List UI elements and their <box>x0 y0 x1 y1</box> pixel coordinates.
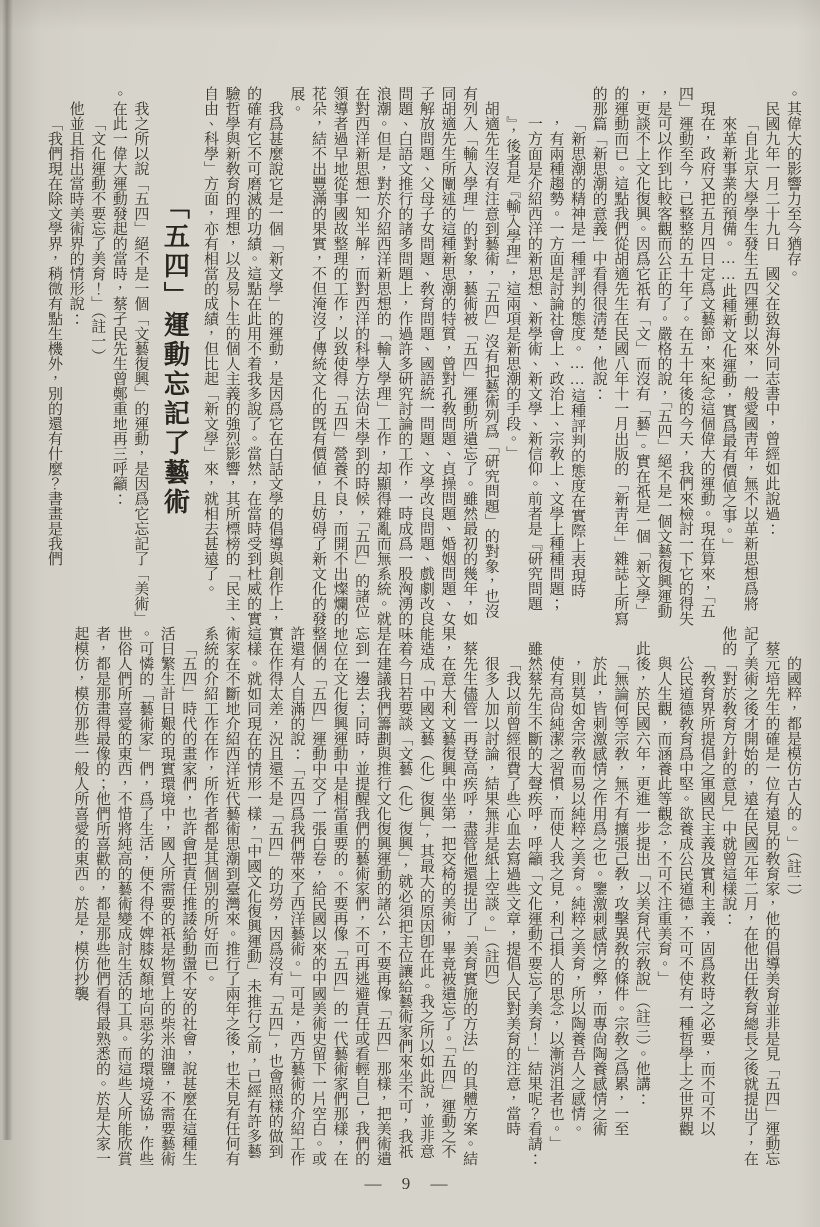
blockquote: 「自北京大學學生發生五四運動以來，一般愛國靑年，無不以革新思想爲將來革新事業的預備。……此種新文化運動，實爲最有價値之事。」 <box>720 116 758 611</box>
blockquote-continuation: 的國粹，都是模仿古人的。」（註二） <box>785 656 801 904</box>
paragraph: 民國九年一月二十九日 國父在致海外同志書中，曾經如此說過： <box>763 101 780 536</box>
page-crease <box>2 0 13 1140</box>
paragraph: 蔡元培先生的確是一位有遠見的敎育家，他的倡導美育並非是見「五四」運動忘記了美術之後才開始的，遠在民國元年二月，在他出任敎育總長之後就提出了，在他的「對於敎育方針的意見」中就曾這樣說： <box>720 626 780 1166</box>
blockquote: 「敎育界所提倡之軍國民主義及實利主義，固爲救時之必要，而不可不以公民道德敎育爲中堅。欲養成公民道德，不可不使有一種哲學上之世界觀與人生觀，而涵養此等觀念，不可不注重美育。」 <box>655 656 715 1136</box>
blockquote: 「我們現在除文學界，稍微有點生機外，別的還有什麼？書畫是我們 <box>46 116 62 566</box>
paragraph: 蔡先生儘管一再登高疾呼，盡管他還提出了「美育實施的方法」的具體方案。結果，在意大利文藝復興中坐第一把交椅的美術，畢竟被遺忘了。「五四」運動之不能造成「中國文藝（化）復興」，其最大的原因卽在此。我之所以如此說，並非意味着今日若要談「文藝（化）復興」，就必須把主位讓給藝術家們來坐不可，我祇是在建議我們籌劃與推行文化復興運動的諸公，不要再像「五四」那樣，把美術遺忘到一邊去；同時，並提醒我們的藝術家們，不可再逃避責任或看輕自己，我們的地位在文化復興運動中是相當重要的。不要再像「五四」的一代藝術家們那樣，在整個的「五四」運動中交了一張白卷，給民國以來的中國美術史留下一片空白。或許還有人自滿的說：「五四爲我們帶來了西洋藝術。」可是，西方藝術的介紹工作實在作得太差，況且還不是「五四」的功勞，因爲沒有「五四」，也會照樣的做到這樣。就如同現在的情形一樣，「中國文化復興運動」未推行之前，已經有許多藝術家在不斷地介紹西洋近代藝術思潮到臺灣來。推行了兩年之後，也未見有任何有系統的介紹工作在作，所作者都是其個別的所好而已。 <box>201 626 478 1166</box>
paragraph: 我之所以說「五四」絕不是一個「文藝復興」的運動，是因爲它忘記了「美術」。在此一偉大運動發起的當時，蔡孑民先生曾鄭重地再三呼籲： <box>110 86 149 619</box>
blockquote: 「文化運動不要忘了美育！」（註一） <box>89 116 106 364</box>
paragraph: 。其偉大的影響力至今猶存。 <box>785 86 801 281</box>
paragraph: 我爲甚麼說它是一個「新文學」的運動，是因爲它在白話文學的倡導與創作上，的確有它不可磨滅的功績。這點在此用不着我多說了。當然，在當時受到杜威的實驗哲學與新敎育的理想，以及易卜生的個人主義的強烈影響，其所標榜的「民主、自由、科學」方面，亦有相當的成績，但比起「新文學」來，就相去甚遠了。 <box>201 86 283 626</box>
paragraph: 現在，政府又把五月四日定爲文藝節，來紀念這個偉大的運動。現在算來，「五四」運動至今，已整整的五十年了。在五十年後的今天，我們來檢討一下它的得失，是可以作到比較客觀而公正的了。嚴格的說，「五四」絕不是一個文藝復興運動，更談不上文化復興。因爲它祇有「文」而沒有「藝」。實在祇是一個「新文學」的運動而已。這點我們從胡適先生在民國八年十一月出版的「新靑年」雜誌上所寫的那篇「新思潮的意義」中看得很淸楚，他說： <box>590 86 715 626</box>
paragraph: 胡適先生沒有注意到藝術，「五四」沒有把藝術列爲「硏究問題」的對象，也沒有列入「輸入學理」的對象，藝術被「五四」運動所遺忘了。雖然最初的幾年，如同胡適先生所闡述的這種新思潮的特質，曾對孔敎問題、貞操問題、婚姻問題、女子解放問題、父母子女問題、敎育問題、國語統一問題、文學改良問題、戲劇改良問題、白語文推行的諸多問題上，作過許多硏究討論的工作，一時成爲一股洶湧的浪潮。但是，對於介紹西洋新思想的「輸入學理」工作，却顯得雜亂而無系統。就在對西洋新思想一知半解，而對西洋的科學方法尙未學到的時候，「五四」的諸位領導者過早地從事國故整理的工作，以致使得「五四」營養不良，而開不出燦爛的花朵，結不出豐滿的果實，不但淹沒了傳統文化的旣有價値，且妨碍了新文化的發展。 <box>288 86 499 626</box>
section-title: 「五四」運動忘記了藝術 <box>160 193 190 518</box>
paragraph: 雖然蔡先生不斷的大聲疾呼，呼籲「文化運動不要忘了美育！」結果呢？看請： <box>525 641 542 1166</box>
page-number: — 9 — <box>364 1174 456 1193</box>
paragraph: 他並且指出當時美術界的情形說： <box>67 101 84 326</box>
paragraph: 此後，於民國六年，更進一步提出「以美育代宗敎說」（註三）。他講： <box>633 641 650 1106</box>
article-top-block <box>33 86 803 633</box>
blockquote: 「新思潮的精神是一種評判的態度。……這種評判的態度在實際上表現時，有兩種趨勢。一方面是討論社會上、政治上、宗敎上、文學上種種問題；一方面是介紹西洋的新思想、新學術、新文學、新信仰。前者是『硏究問題』，後者是『輸入學理』，這兩項是新思潮的手段。」 <box>504 116 586 611</box>
paragraph: 「五四」時代的畫家們，也許會把責任推諉給動盪不安的社會，說甚麼在這種生活日繁生計日艱的現實環境中，國人所需要的祇是物質上的柴米油鹽，不需要藝術。可憐的「藝術家」們，爲了生活，便不得不婢膝奴顏地向惡劣的環境妥協，作些世俗人們所喜愛的東西，不惜將純高的藝術變成討生活的工具。而這些人所能欣賞者，都是那畫得最像的；他們所喜歡的，都是那些他們看得最熟悉的。於是大家一起模仿，模仿那些一般人所喜愛的東西。於是，模仿抄襲 <box>72 626 197 1166</box>
blockquote: 「我以前曾經很費了些心血去寫過些文章，提倡人民對美育的注意，當時很多人加以討論，結果無非是紙上空談。」（註四） <box>482 656 521 1136</box>
article-bottom-block <box>33 626 803 1168</box>
blockquote: 「無論何等宗敎，無不有擴張己敎，攻擊異敎的條件。宗敎之爲累，一至於此，皆刺激感情之作用爲之也。鑒激刺感情之弊，而專尙陶養感情之術，則莫如舍宗敎而易以純粹之美育。純粹之美育，所以陶養吾人之感情。使有高尙純潔之習慣，而使人我之見，利己損人的思念，以漸消沮者也。」 <box>547 656 629 1151</box>
